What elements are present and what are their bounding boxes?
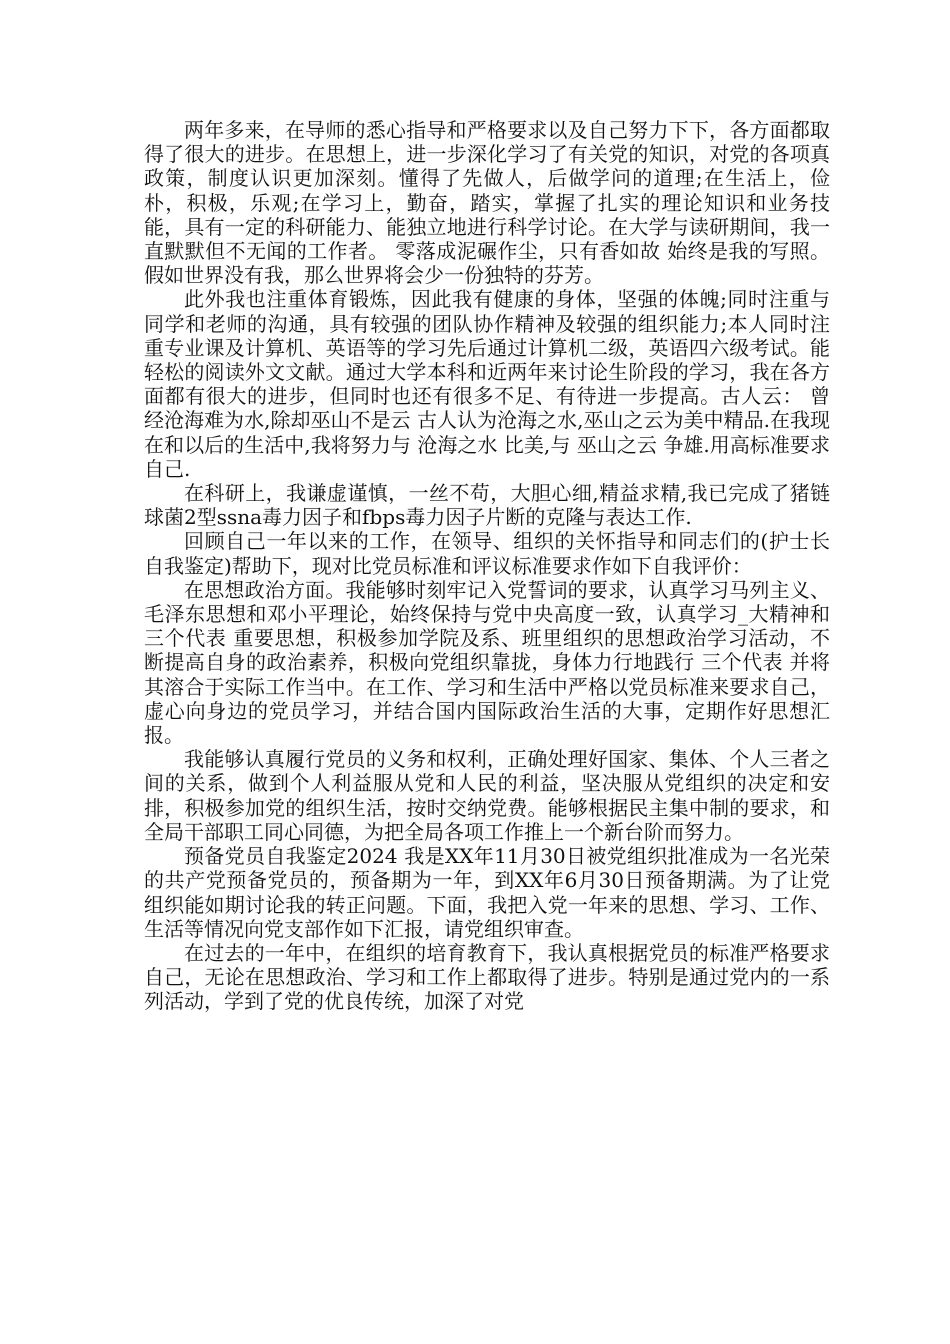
paragraph-2: 此外我也注重体育锻炼，因此我有健康的身体，坚强的体魄;同时注重与同学和老师的沟通，具有较强的团队协作精神及较强的组织能力;本人同时注重专业课及计算机、英语等的学习先后通过计算机二级，英语四六级考试。能轻松的阅读外文文献。通过大学本科和近两年来讨论生阶段的学习，我在各方面都有很大的进步，但同时也还有很多不足、有待进一步提高。古人云： 曾经沧海难为水,除却巫山不是云 古人认为沧海之水,巫山之云为美中精品.在我现在和以后的生活中,我将努力与 沧海之水 比美,与 巫山之云 争雄.用高标准要求自己. [144,287,830,481]
paragraph-5: 在思想政治方面。我能够时刻牢记入党誓词的要求，认真学习马列主义、毛泽东思想和邓小平理论，始终保持与党中央高度一致，认真学习_大精神和 三个代表 重要思想，积极参加学院及系、班里组织的思想政治学习活动，不断提高自身的政治素养，积极向党组织靠拢，身体力行地践行 三个代表 并将其溶合于实际工作当中。在工作、学习和生活中严格以党员标准来要求自己，虚心向身边的党员学习，并结合国内国际政治生活的大事，定期作好思想汇报。 [144,577,830,748]
document-body [144,118,830,1014]
paragraph-3: 在科研上，我谦虚谨慎，一丝不苟，大胆心细,精益求精,我已完成了猪链球菌2型ssna毒力因子和fbps毒力因子片断的克隆与表达工作. [144,481,830,530]
paragraph-4: 回顾自己一年以来的工作，在领导、组织的关怀指导和同志们的(护士长自我鉴定)帮助下，现对比党员标准和评议标准要求作如下自我评价： [144,529,830,578]
paragraph-1: 两年多来，在导师的悉心指导和严格要求以及自己努力下下，各方面都取得了很大的进步。在思想上，进一步深化学习了有关党的知识，对党的各项真政策，制度认识更加深刻。懂得了先做人，后做学问的道理;在生活上，俭朴，积极，乐观;在学习上，勤奋，踏实，掌握了扎实的理论知识和业务技能，具有一定的科研能力、能独立地进行科学讨论。在大学与读研期间，我一直默默但不无闻的工作者。 零落成泥碾作尘，只有香如故 始终是我的写照。假如世界没有我，那么世界将会少一份独特的芬芳。 [144,118,830,288]
paragraph-7: 预备党员自我鉴定2024 我是XX年11月30日被党组织批准成为一名光荣的共产党预备党员的，预备期为一年，到XX年6月30日预备期满。为了让党组织能如期讨论我的转正问题。下面，我把入党一年来的思想、学习、工作、生活等情况向党支部作如下汇报，请党组织审查。 [144,844,830,941]
paragraph-6: 我能够认真履行党员的义务和权利，正确处理好国家、集体、个人三者之间的关系，做到个人利益服从党和人民的利益，坚决服从党组织的决定和安排，积极参加党的组织生活，按时交纳党费。能够根据民主集中制的要求，和全局干部职工同心同德，为把全局各项工作推上一个新台阶而努力。 [144,747,830,844]
paragraph-8: 在过去的一年中，在组织的培育教育下，我认真根据党员的标准严格要求自己，无论在思想政治、学习和工作上都取得了进步。特别是通过党内的一系列活动，学到了党的优良传统，加深了对党 [144,940,830,1014]
